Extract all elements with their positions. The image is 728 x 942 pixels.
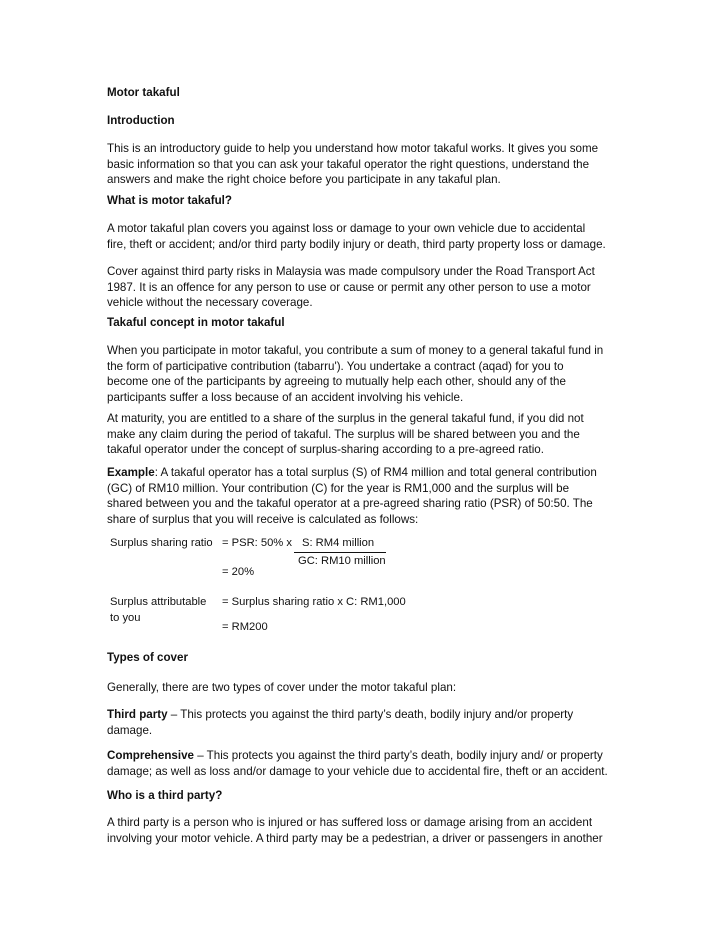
what-paragraph-1 — [107, 221, 622, 252]
concept-paragraph-1 — [107, 343, 622, 405]
formula-row3-expr: = Surplus sharing ratio x C: RM1,000 — [222, 596, 406, 608]
text-line: At maturity, you are entitled to a share of the surplus in the general takaful fund, if you did not — [107, 412, 584, 425]
text-line: This is an introductory guide to help you understand how motor takaful works. It gives you some — [107, 142, 599, 155]
text-line: become one of the participants by agreeing to mutually help each other, should any of the — [107, 375, 566, 388]
formula-row3-label-a: Surplus attributable — [110, 596, 207, 608]
intro-heading: Introduction — [107, 114, 175, 127]
formula-denominator: GC: RM10 million — [298, 555, 386, 567]
text-line: the form of participative contribution (tabarru'). You undertake a contract (aqad) for you to — [107, 359, 564, 373]
text-line: 1987. It is an offence for any person to use or cause or permit any other person to use a motor — [107, 280, 591, 294]
text-line: Cover against third party risks in Malaysia was made compulsory under the Road Transport Act — [107, 265, 595, 278]
text-line: (GC) of RM10 million. Your contribution (C) for the year is RM1,000 and the surplus will be — [107, 481, 570, 495]
example-first-line: : A takaful operator has a total surplus (S) of RM4 million and total general contribution — [154, 466, 597, 479]
third-party-paragraph — [107, 707, 622, 738]
text-line — [107, 748, 622, 764]
formula-row4-expr: = RM200 — [222, 621, 268, 633]
formula-row1-label: Surplus sharing ratio — [110, 537, 213, 549]
example-label: Example — [107, 466, 155, 479]
example-paragraph — [107, 465, 622, 527]
formula-row1-expr: = PSR: 50% x — [222, 537, 292, 549]
text-line: shared between you and the takaful operator at a pre-agreed sharing ratio (PSR) of 50:50. The — [107, 497, 593, 510]
fraction-bar — [294, 552, 386, 553]
concept-paragraph-2 — [107, 411, 622, 458]
third-party-label: Third party — [107, 708, 168, 721]
what-heading: What is motor takaful? — [107, 194, 232, 207]
third-party-text: – This protects you against the third party’s death, bodily injury and/or property — [167, 708, 574, 721]
text-line: A third party is a person who is injured or has suffered loss or damage arising from an accident — [107, 816, 593, 829]
comprehensive-text: – This protects you against the third party’s death, bodily injury and/ or property — [193, 749, 603, 762]
who-paragraph — [107, 815, 622, 846]
types-heading: Types of cover — [107, 651, 188, 664]
text-line: participants suffer a loss because of an accident involving his vehicle. — [107, 390, 464, 404]
what-paragraph-2 — [107, 264, 622, 311]
formula-numerator: S: RM4 million — [302, 537, 375, 549]
text-line: basic information so that you can ask your takaful operator the right questions, understand the — [107, 157, 590, 171]
text-line — [107, 707, 622, 723]
text-line: vehicle without the necessary coverage. — [107, 296, 313, 309]
text-line: damage; as well as loss and/or damage to your vehicle due to accidental fire, theft or an accident. — [107, 764, 608, 778]
text-line: damage. — [107, 723, 153, 737]
formula-row3-label-b: to you — [110, 612, 141, 624]
text-line — [107, 465, 622, 481]
text-line: involving your motor vehicle. A third party may be a pedestrian, a driver or passengers in another — [107, 831, 603, 845]
document-title: Motor takaful — [107, 86, 180, 99]
intro-paragraph — [107, 141, 622, 188]
text-line: share of surplus that you will receive is calculated as follows: — [107, 512, 419, 526]
text-line: When you participate in motor takaful, you contribute a sum of money to a general takaful fund in — [107, 344, 604, 357]
text-line: make any claim during the period of takaful. The surplus will be shared between you and the — [107, 427, 580, 441]
text-line: A motor takaful plan covers you against loss or damage to your own vehicle due to accidental — [107, 222, 586, 235]
who-heading: Who is a third party? — [107, 789, 223, 802]
text-line: answers and make the right choice before you participate in any takaful plan. — [107, 173, 501, 186]
comprehensive-label: Comprehensive — [107, 749, 194, 762]
formula-row2-expr: = 20% — [222, 566, 255, 578]
text-line: fire, theft or accident; and/or third party bodily injury or death, third party property loss or damage. — [107, 237, 606, 251]
text-line: takaful operator under the concept of surplus-sharing according to a pre-agreed ratio. — [107, 443, 544, 456]
comprehensive-paragraph — [107, 748, 622, 779]
concept-heading: Takaful concept in motor takaful — [107, 316, 285, 329]
types-paragraph: Generally, there are two types of cover under the motor takaful plan: — [107, 681, 457, 694]
